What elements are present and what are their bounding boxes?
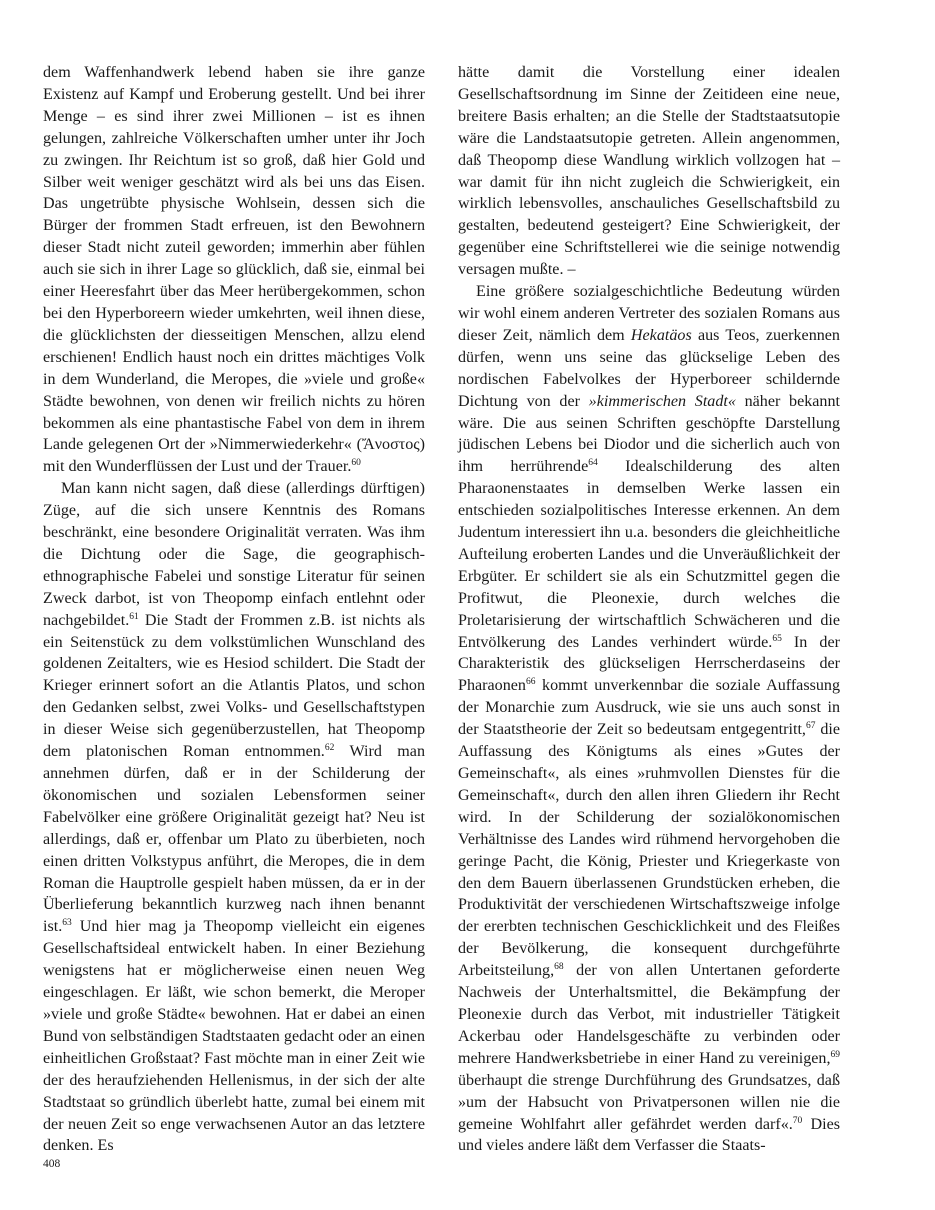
text-run: die Auffassung des Königtums als eines »Gutes der Gemeinschaft«, als eines »ruhmvollen Dienstes für die Gemeinschaft«, durch den allen ihren Gliedern ihr Recht wird. In der Schilderung der sozialökonomischen Verhältnisse des Landes wird rühmend hervorgehoben die geringe Pacht, die König, Priester und Kriegerkaste von den dem Bauern überlassenen Grundstücken erheben, die Produktivität der verschiedenen Wirtschaftszweige infolge der ererbten technischen Geschicklichkeit und des Fleißes der Bevölkerung, die konsequent durchgeführte Arbeitsteilung, <box>458 721 840 980</box>
footnote-ref: 62 <box>324 743 335 754</box>
footnote-ref: 60 <box>351 458 361 469</box>
text-run: Eine größere sozialgeschichtliche Bedeutung würden wir wohl einem anderen Vertreter des sozialen Romans aus dieser Zeit, nämlich dem <box>458 283 840 344</box>
paragraph <box>43 478 425 1157</box>
footnote-ref: 69 <box>830 1049 840 1060</box>
text-run: Die Stadt der Frommen z.B. ist nichts als ein Seitenstück zu dem volkstümlichen Wunschland des goldenen Zeitalters, wie es Hesiod schildert. Die Stadt der Krieger erinnert sofort an die Atlantis Platos, und schon den Gedanken selbst, zwei Volks- und Gesellschaftstypen in dieser Weise sich gegenüberzustellen, hat Theopomp dem platonischen Roman entnommen. <box>43 611 425 761</box>
footnote-ref: 68 <box>554 962 564 973</box>
footnote-ref: 70 <box>792 1115 803 1126</box>
text-run: dem Waffenhandwerk lebend haben sie ihre ganze Existenz auf Kampf und Eroberung gestellt. Und bei ihrer Menge – es sind ihrer zwei Millionen – ist es ihnen gelungen, zahlreiche Völkerschaften umher unter ihr Joch zu zwingen. Ihr Reichtum ist so groß, daß hier Gold und Silber weit weniger geschätzt wird als bei uns das Eisen. Das ungetrübte physische Wohlsein, dessen sich die Bürger der frommen Stadt erfreuen, ist den Bewohnern dieser Stadt nicht zuteil geworden; immerhin aber fühlen auch sie sich in ihrer Lage so glücklich, daß sie, einmal bei einer Heeresfahrt über das Meer herübergekommen, schon bei den Hyperboreern wieder umkehrten, weil ihnen diese, die glücklichsten der diesseitigen Menschen, allzu elend erschienen! Endlich haust noch ein drittes mächtiges Volk in dem Wunderland, die Meropes, die »viele und große« Städte bewohnen, von denen wir freilich nichts zu hören bekommen als eine phantastische Fabel von dem in ihrem Lande gelegenen Ort der »Nimmerwiederkehr« (Ἄνοστος) mit den Wunderflüssen der Lust und der Trauer. <box>43 64 425 476</box>
footnote-ref: 63 <box>62 918 72 929</box>
text-run: hätte damit die Vorstellung einer idealen Gesellschaftsordnung im Sinne der Zeitideen eine neue, breitere Basis erhalten; an die Stelle der Stadtstaatsutopie wäre die Landstaatsutopie getreten. Allein angenommen, daß Theopomp diese Wandlung wirklich vollzogen hat – war damit für ihn nicht zugleich die Schwierigkeit, ein wirklich lebensvolles, anschauliches Gesellschaftsbild zu gestalten, bedeutend gesteigert? Eine Schwierigkeit, der gegenüber eine Schriftstellerei wie die seinige notwendig versagen mußte. – <box>458 64 840 279</box>
footnote-ref: 64 <box>588 458 598 469</box>
footnote-ref: 61 <box>129 611 139 622</box>
paragraph <box>43 62 425 478</box>
text-run: Und hier mag ja Theopomp vielleicht ein eigenes Gesellschaftsideal entwickelt haben. In einer Beziehung wenigstens hat er möglicherweise einen neuen Weg eingeschlagen. Er läßt, wie schon bemerkt, die Meroper »viele und große Städte« bewohnen. Hat er dabei an einen Bund von selbständigen Stadtstaaten gedacht oder an einen einheitlichen Großstaat? Fast möchte man in einer Zeit wie der des heraufziehenden Hellenismus, in der sich der alte Stadtstaat so gründlich überlebt hatte, zumal bei einem mit der neuen Zeit so enge verwachsenen Autor an das letztere denken. Es <box>43 918 425 1155</box>
page-number: 408 <box>43 1158 61 1170</box>
text-run: Dies und vieles andere läßt dem Verfasser die Staats- <box>458 1115 841 1155</box>
footnote-ref: 65 <box>772 633 782 644</box>
work-title: »kimmerischen Stadt« <box>588 392 736 410</box>
author-name: Hekatäos <box>630 326 692 344</box>
footnote-ref: 66 <box>525 677 536 688</box>
text-run: In der Charakteristik des glückseligen Herrscherdaseins der Pharaonen <box>458 633 840 695</box>
text-run: näher bekannt wäre. Die aus seinen Schriften geschöpfte Darstellung jüdischen Lebens bei Diodor und die sicherlich auch von ihm herrührende <box>458 392 840 476</box>
right-column <box>458 62 840 1157</box>
text-run: kommt unverkennbar die soziale Auffassung der Monarchie zum Ausdruck, wie sie uns auch sonst in der Staatstheorie der Zeit so bedeutsam entgegentritt, <box>458 677 840 739</box>
paragraph <box>458 281 840 1157</box>
text-run: Man kann nicht sagen, daß diese (allerdings dürftigen) Züge, auf die sich unsere Kenntnis des Romans beschränkt, eine besondere Originalität verraten. Was ihm die Dichtung oder die Sage, die geographisch-ethnographische Fabelei und sonstige Literatur für seinen Zweck darbot, ist von Theopomp einfach entlehnt oder nachgebildet. <box>43 480 425 629</box>
text-run: Wird man annehmen dürfen, daß er in der Schilderung der ökonomischen und sozialen Lebensformen seiner Fabelvölker eine größere Originalität gezeigt hat? Neu ist allerdings, daß er, offenbar um Plato zu überbieten, noch einen dritten Volkstypus anführt, die Meropes, die in dem Roman die Hauptrolle gespielt haben müssen, da er in der Überlieferung bekanntlich kurzweg nach ihnen benannt ist. <box>43 743 425 936</box>
text-run: der von allen Untertanen geforderte Nachweis der Unterhaltsmittel, die Bekämpfung der Pleonexie durch das Verbot, mit industrieller Tätigkeit Ackerbau oder Handelsgeschäfte zu verbinden oder mehrere Handwerksbetriebe in einer Hand zu vereinigen, <box>458 962 840 1067</box>
footnote-ref: 67 <box>805 721 816 732</box>
text-run: überhaupt die strenge Durchführung des Grundsatzes, daß »um der Habsucht von Privatpersonen willen nie die gemeine Wohlfahrt aller gefährdet werden darf«. <box>458 1071 840 1133</box>
left-column <box>43 62 425 1157</box>
text-run: Idealschilderung des alten Pharaonenstaates in demselben Werke lassen ein entschieden sozialpolitisches Interesse erkennen. An dem Judentum interessiert ihn u.a. besonders die gleichheitliche Aufteilung eroberten Landes und die Unveräußlichkeit der Erbgüter. Er schildert sie als ein Schutzmittel gegen die Profitwut, die Pleonexie, durch welches die Proletarisierung der wirtschaftlich Schwächeren und die Entvölkerung des Landes verhindert würde. <box>458 458 840 651</box>
paragraph <box>458 62 840 281</box>
text-run: aus Teos, zuerkennen dürfen, wenn uns seine das glückselige Leben des nordischen Fabelvolkes der Hyperboreer schildernde Dichtung von der <box>458 326 840 410</box>
